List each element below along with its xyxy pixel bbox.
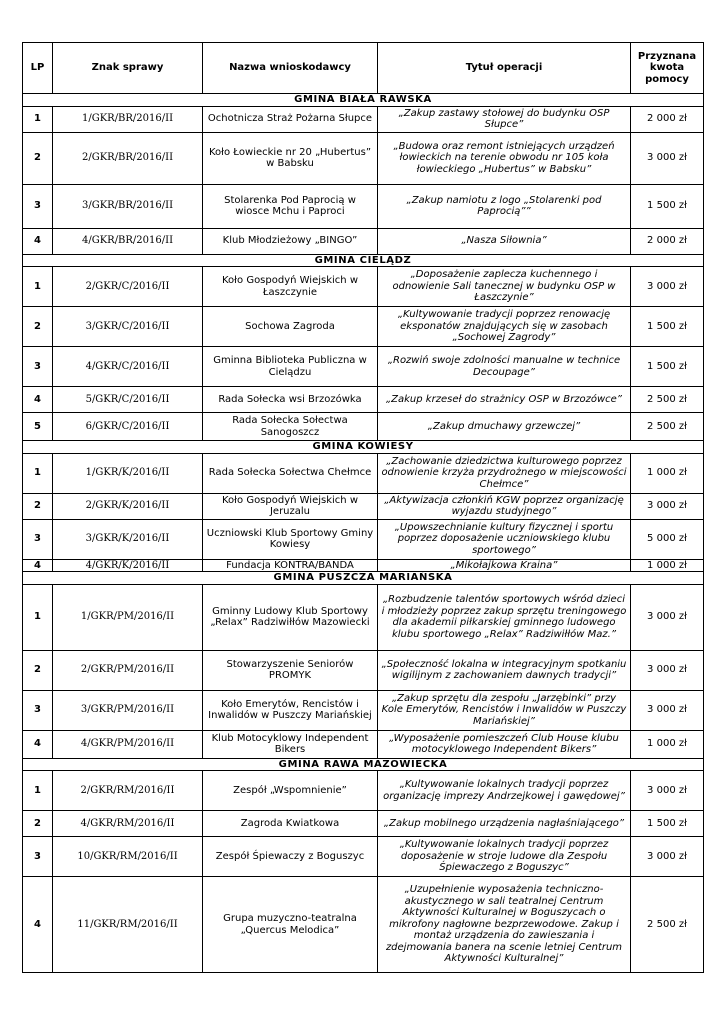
applicant-name: Rada Sołecka Sołectwa Sanogoszcz [203, 413, 378, 441]
group-header-row [23, 758, 704, 771]
grant-amount: 3 000 zł [631, 690, 704, 730]
table-row [23, 690, 704, 730]
group-name: GMINA RAWA MAZOWIECKA [23, 758, 704, 771]
row-number: 3 [23, 519, 53, 559]
table-row [23, 267, 704, 307]
case-number: 2/GKR/C/2016/II [53, 267, 203, 307]
header-row [23, 43, 704, 94]
case-number: 10/GKR/RM/2016/II [53, 837, 203, 877]
applicant-name: Koło Łowieckie nr 20 „Hubertus” w Babsku [203, 132, 378, 184]
operation-title: „Wyposażenie pomieszczeń Club House klubu motocyklowego Independent Bikers” [378, 730, 631, 758]
table-row [23, 347, 704, 387]
table-body [23, 94, 704, 973]
grant-amount: 2 500 zł [631, 413, 704, 441]
grant-amount: 1 500 zł [631, 307, 704, 347]
header-lp: LP [23, 43, 53, 94]
applicant-name: Stolarenka Pod Paprocią w wiosce Mchu i Paproci [203, 184, 378, 228]
table-row [23, 493, 704, 519]
case-number: 4/GKR/RM/2016/II [53, 811, 203, 837]
grant-amount: 1 500 zł [631, 347, 704, 387]
operation-title: „Zakup sprzętu dla zespołu „Jarzębinki” przy Kole Emerytów, Rencistów i Inwalidów w Puszczy Mariańskiej” [378, 690, 631, 730]
case-number: 1/GKR/BR/2016/II [53, 106, 203, 132]
table-row [23, 132, 704, 184]
applicant-name: Zagroda Kwiatkowa [203, 811, 378, 837]
applicant-name: Stowarzyszenie Seniorów PROMYK [203, 650, 378, 690]
operation-title: „Społeczność lokalna w integracyjnym spotkaniu wigilijnym z zachowaniem dawnych tradycji” [378, 650, 631, 690]
grant-amount: 2 000 zł [631, 106, 704, 132]
row-number: 1 [23, 584, 53, 650]
operation-title: „Doposażenie zaplecza kuchennego i odnowienie Sali tanecznej w budynku OSP w Łaszczynie” [378, 267, 631, 307]
case-number: 4/GKR/PM/2016/II [53, 730, 203, 758]
operation-title: „Upowszechnianie kultury fizycznej i sportu poprzez doposażenie uczniowskiego klubu sportowego” [378, 519, 631, 559]
row-number: 4 [23, 877, 53, 973]
operation-title: „Zakup zastawy stołowej do budynku OSP Słupce” [378, 106, 631, 132]
row-number: 2 [23, 650, 53, 690]
operation-title: „Budowa oraz remont istniejących urządzeń łowieckich na terenie obwodu nr 105 koła łowieckiego „Hubertus” w Babsku” [378, 132, 631, 184]
grant-amount: 3 000 zł [631, 584, 704, 650]
group-header-row [23, 254, 704, 267]
group-name: GMINA PUSZCZA MARIAŃSKA [23, 572, 704, 585]
case-number: 1/GKR/PM/2016/II [53, 584, 203, 650]
applicant-name: Zespół „Wspomnienie” [203, 771, 378, 811]
header-case-number: Znak sprawy [53, 43, 203, 94]
case-number: 5/GKR/C/2016/II [53, 387, 203, 413]
grant-amount: 5 000 zł [631, 519, 704, 559]
applicant-name: Koło Gospodyń Wiejskich w Łaszczynie [203, 267, 378, 307]
grant-amount: 1 500 zł [631, 811, 704, 837]
case-number: 2/GKR/BR/2016/II [53, 132, 203, 184]
table-row [23, 559, 704, 572]
table-row [23, 453, 704, 493]
operation-title: „Zakup namiotu z logo „Stolarenki pod Paprocią”” [378, 184, 631, 228]
applicant-name: Klub Młodzieżowy „BINGO” [203, 228, 378, 254]
group-header-row [23, 441, 704, 454]
case-number: 3/GKR/C/2016/II [53, 307, 203, 347]
applicant-name: Fundacja KONTRA/BANDA [203, 559, 378, 572]
applicant-name: Klub Motocyklowy Independent Bikers [203, 730, 378, 758]
row-number: 2 [23, 307, 53, 347]
case-number: 1/GKR/K/2016/II [53, 453, 203, 493]
table-row [23, 184, 704, 228]
applicant-name: Koło Emerytów, Rencistów i Inwalidów w Puszczy Mariańskiej [203, 690, 378, 730]
case-number: 11/GKR/RM/2016/II [53, 877, 203, 973]
case-number: 2/GKR/PM/2016/II [53, 650, 203, 690]
grant-amount: 3 000 zł [631, 132, 704, 184]
group-name: GMINA BIAŁA RAWSKA [23, 94, 704, 107]
grant-amount: 1 000 zł [631, 730, 704, 758]
table-row [23, 307, 704, 347]
operation-title: „Zakup krzeseł do strażnicy OSP w Brzozówce” [378, 387, 631, 413]
table-row [23, 811, 704, 837]
applicant-name: Uczniowski Klub Sportowy Gminy Kowiesy [203, 519, 378, 559]
header-applicant: Nazwa wnioskodawcy [203, 43, 378, 94]
applicant-name: Ochotnicza Straż Pożarna Słupce [203, 106, 378, 132]
row-number: 2 [23, 493, 53, 519]
case-number: 2/GKR/RM/2016/II [53, 771, 203, 811]
operation-title: „Nasza Siłownia” [378, 228, 631, 254]
operation-title: „Rozbudzenie talentów sportowych wśród dzieci i młodzieży poprzez zakup sprzętu treningowego dla akademii piłkarskiej gminnego ludowego klubu sportowego „Relax” Radziwiłłów Maz.” [378, 584, 631, 650]
row-number: 1 [23, 453, 53, 493]
row-number: 2 [23, 811, 53, 837]
case-number: 6/GKR/C/2016/II [53, 413, 203, 441]
row-number: 4 [23, 559, 53, 572]
row-number: 2 [23, 132, 53, 184]
case-number: 4/GKR/C/2016/II [53, 347, 203, 387]
case-number: 3/GKR/PM/2016/II [53, 690, 203, 730]
applicant-name: Gminna Biblioteka Publiczna w Cielądzu [203, 347, 378, 387]
table-row [23, 837, 704, 877]
grant-amount: 3 000 zł [631, 650, 704, 690]
operation-title: „Zakup mobilnego urządzenia nagłaśniającego” [378, 811, 631, 837]
applicant-name: Koło Gospodyń Wiejskich w Jeruzalu [203, 493, 378, 519]
grant-amount: 1 000 zł [631, 559, 704, 572]
table-row [23, 228, 704, 254]
row-number: 4 [23, 730, 53, 758]
row-number: 3 [23, 184, 53, 228]
table-row [23, 877, 704, 973]
case-number: 4/GKR/K/2016/II [53, 559, 203, 572]
row-number: 1 [23, 106, 53, 132]
case-number: 4/GKR/BR/2016/II [53, 228, 203, 254]
table-row [23, 650, 704, 690]
group-header-row [23, 94, 704, 107]
grant-amount: 1 000 zł [631, 453, 704, 493]
header-amount: Przyznana kwota pomocy [631, 43, 704, 94]
row-number: 4 [23, 387, 53, 413]
group-name: GMINA KOWIESY [23, 441, 704, 454]
row-number: 1 [23, 267, 53, 307]
group-name: GMINA CIELĄDZ [23, 254, 704, 267]
row-number: 5 [23, 413, 53, 441]
row-number: 1 [23, 771, 53, 811]
operation-title: „Mikołajkowa Kraina” [378, 559, 631, 572]
grant-amount: 2 500 zł [631, 877, 704, 973]
table-row [23, 730, 704, 758]
operation-title: „Uzupełnienie wyposażenia techniczno-akustycznego w sali teatralnej Centrum Aktywności Kulturalnej w Boguszycach o mikrofony nagłowne bezprzewodowe. Zakup i montaż urządzenia do zawieszania i zdejmowania banera na scenie letniej Centrum Aktywności Kulturalnej” [378, 877, 631, 973]
operation-title: „Aktywizacja członkiń KGW poprzez organizację wyjazdu studyjnego” [378, 493, 631, 519]
group-header-row [23, 572, 704, 585]
grant-amount: 1 500 zł [631, 184, 704, 228]
table-row [23, 519, 704, 559]
table-row [23, 106, 704, 132]
row-number: 4 [23, 228, 53, 254]
grant-amount: 3 000 zł [631, 771, 704, 811]
operation-title: „Kultywowanie tradycji poprzez renowację eksponatów znajdujących się w zasobach „Sochowej Zagrody” [378, 307, 631, 347]
grant-amount: 3 000 zł [631, 267, 704, 307]
row-number: 3 [23, 347, 53, 387]
applicant-name: Sochowa Zagroda [203, 307, 378, 347]
applicant-name: Zespół Śpiewaczy z Boguszyc [203, 837, 378, 877]
table-row [23, 387, 704, 413]
grants-table [22, 42, 704, 973]
applicant-name: Rada Sołecka wsi Brzozówka [203, 387, 378, 413]
applicant-name: Grupa muzyczno-teatralna „Quercus Melodica” [203, 877, 378, 973]
grant-amount: 2 000 zł [631, 228, 704, 254]
case-number: 2/GKR/K/2016/II [53, 493, 203, 519]
operation-title: „Zakup dmuchawy grzewczej” [378, 413, 631, 441]
grant-amount: 2 500 zł [631, 387, 704, 413]
row-number: 3 [23, 690, 53, 730]
operation-title: „Rozwiń swoje zdolności manualne w technice Decoupage” [378, 347, 631, 387]
operation-title: „Zachowanie dziedzictwa kulturowego poprzez odnowienie krzyża przydrożnego w miejscowości Chełmce” [378, 453, 631, 493]
table-row [23, 413, 704, 441]
grant-amount: 3 000 zł [631, 837, 704, 877]
table-row [23, 771, 704, 811]
case-number: 3/GKR/K/2016/II [53, 519, 203, 559]
header-operation-title: Tytuł operacji [378, 43, 631, 94]
grant-amount: 3 000 zł [631, 493, 704, 519]
table-row [23, 584, 704, 650]
operation-title: „Kultywowanie lokalnych tradycji poprzez organizację imprezy Andrzejkowej i gawędowej” [378, 771, 631, 811]
applicant-name: Rada Sołecka Sołectwa Chełmce [203, 453, 378, 493]
applicant-name: Gminny Ludowy Klub Sportowy „Relax” Radziwiłłów Mazowiecki [203, 584, 378, 650]
operation-title: „Kultywowanie lokalnych tradycji poprzez doposażenie w stroje ludowe dla Zespołu Śpiewaczego z Boguszyc” [378, 837, 631, 877]
row-number: 3 [23, 837, 53, 877]
case-number: 3/GKR/BR/2016/II [53, 184, 203, 228]
